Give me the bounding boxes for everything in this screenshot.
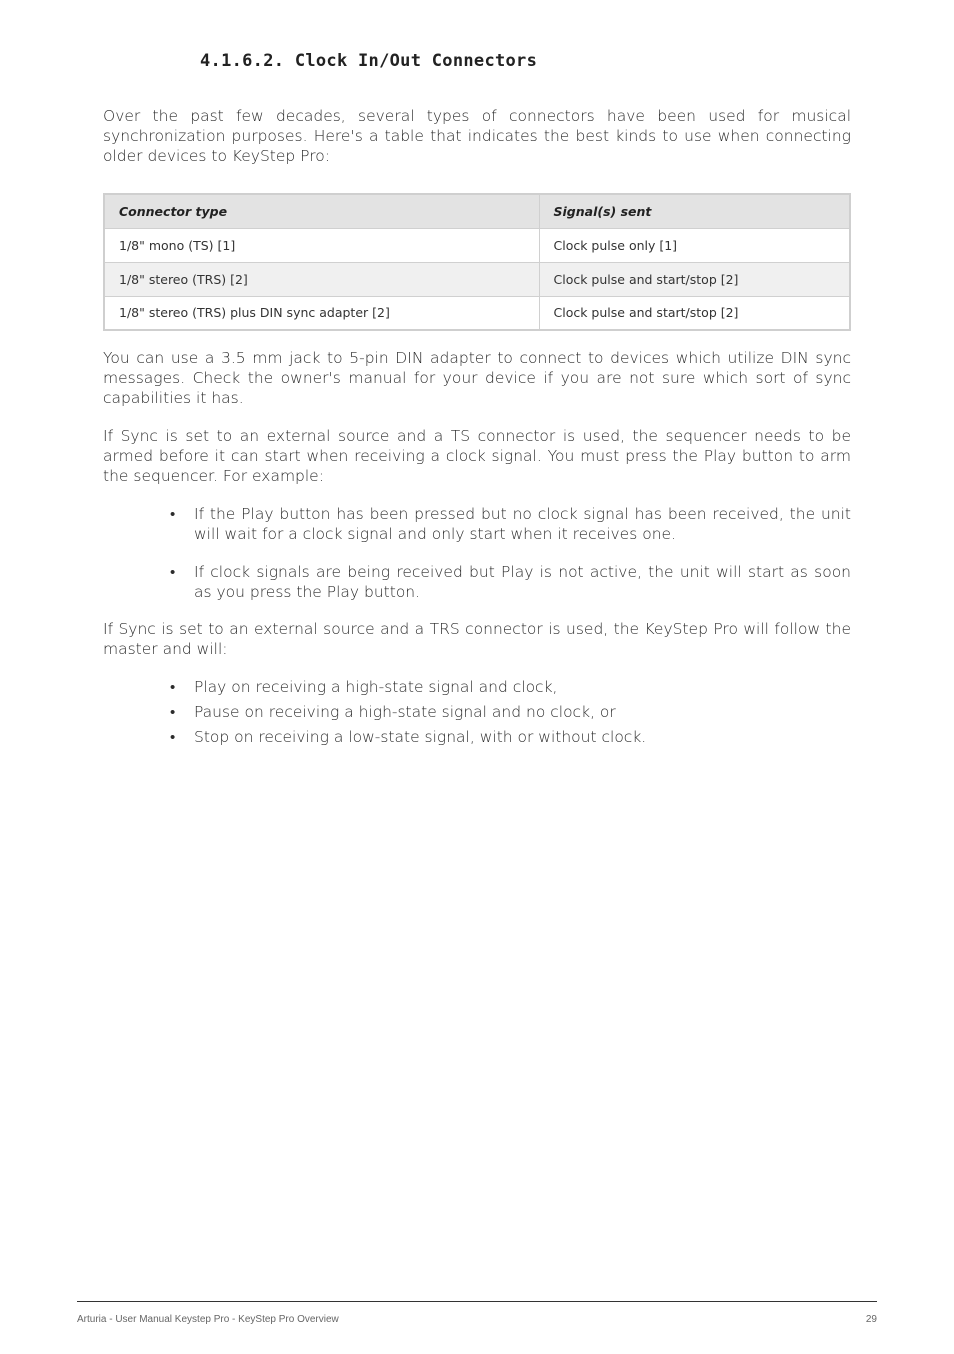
trs-bullet-list	[170, 677, 851, 747]
table-cell-signal: Clock pulse only [1]	[539, 228, 850, 262]
list-item	[170, 504, 851, 544]
page-number: 29	[865, 1314, 877, 1325]
list-item-text: If clock signals are being received but Play is not active, the unit will start as soon as you press the Play button.	[194, 563, 851, 601]
table-cell-signal: Clock pulse and start/stop [2]	[539, 296, 850, 330]
table-row	[104, 262, 850, 296]
section-heading: 4.1.6.2. Clock In/Out Connectors	[200, 51, 538, 71]
list-item-text: Play on receiving a high-state signal and clock,	[194, 678, 558, 696]
column-header-signals-sent: Signal(s) sent	[539, 194, 850, 228]
bullet-dot-icon: •	[170, 678, 176, 696]
bullet-dot-icon: •	[170, 703, 176, 721]
bullet-dot-icon: •	[170, 728, 176, 746]
ts-bullet-list	[170, 504, 851, 602]
list-item	[170, 677, 851, 697]
trs-sync-paragraph: If Sync is set to an external source and a TRS connector is used, the KeyStep Pro will follow the master and will:	[103, 620, 851, 658]
list-item-text: Pause on receiving a high-state signal and no clock, or	[194, 703, 616, 721]
intro-paragraph: Over the past few decades, several types of connectors have been used for musical synchronization purposes. Here's a table that indicates the best kinds to use when connecting older devices to KeyStep Pro:	[103, 107, 851, 165]
table-cell-connector: 1/8" stereo (TRS) [2]	[104, 262, 539, 296]
table-cell-connector: 1/8" stereo (TRS) plus DIN sync adapter [2]	[104, 296, 539, 330]
connector-table	[103, 193, 851, 331]
list-item	[170, 727, 851, 747]
list-item-text: If the Play button has been pressed but no clock signal has been received, the unit will wait for a clock signal and only start when it receives one.	[194, 505, 851, 543]
table-row	[104, 296, 850, 330]
ts-sync-paragraph: If Sync is set to an external source and a TS connector is used, the sequencer needs to be armed before it can start when receiving a clock signal. You must press the Play button to arm the sequencer. For example:	[103, 427, 851, 485]
column-header-connector-type: Connector type	[104, 194, 539, 228]
bullet-dot-icon: •	[170, 505, 176, 523]
table-cell-signal: Clock pulse and start/stop [2]	[539, 262, 850, 296]
table-row	[104, 228, 850, 262]
list-item-text: Stop on receiving a low-state signal, with or without clock.	[194, 728, 647, 746]
footer-divider	[77, 1301, 877, 1302]
table-header-row	[104, 194, 850, 228]
list-item	[170, 562, 851, 602]
list-item	[170, 702, 851, 722]
bullet-dot-icon: •	[170, 563, 176, 581]
page-content	[103, 106, 851, 747]
footer-text: Arturia - User Manual Keystep Pro - KeyStep Pro Overview	[77, 1314, 339, 1325]
table-cell-connector: 1/8" mono (TS) [1]	[104, 228, 539, 262]
adapter-paragraph: You can use a 3.5 mm jack to 5-pin DIN adapter to connect to devices which utilize DIN sync messages. Check the owner's manual for your device if you are not sure which sort of sync capabilities it has.	[103, 349, 851, 407]
